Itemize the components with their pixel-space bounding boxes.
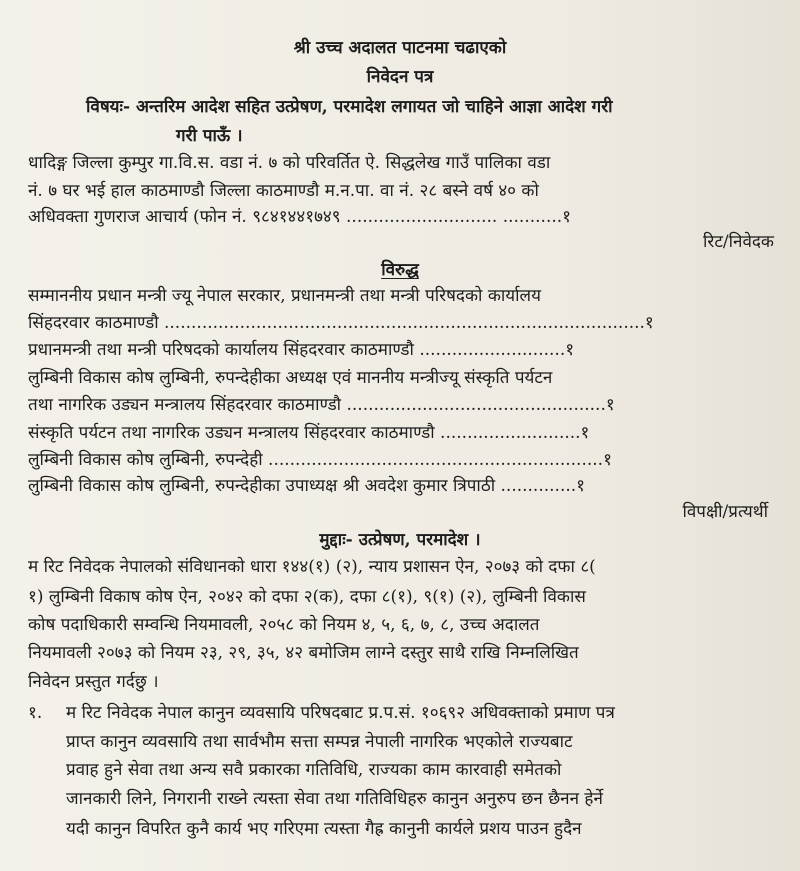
petitioner-role: रिट/निवेदक — [702, 232, 774, 252]
respondent-line: तथा नागरिक उड्यन मन्त्रालय सिंहदरवार काठमाण्डौ ................................................१ — [28, 395, 615, 415]
point-line: प्रवाह हुने सेवा तथा अन्य सवै प्रकारका गतिविधि, राज्यका काम कारवाही समेतको — [66, 760, 562, 780]
respondent-line: सिंहदरवार काठमाण्डौ .........................................................................................१ — [28, 313, 654, 333]
subject-line-1: विषयः- अन्तरिम आदेश सहित उत्प्रेषण, परमादेश लगायत जो चाहिने आज्ञा आदेश गरी — [86, 97, 613, 117]
respondent-line: लुम्बिनी विकास कोष लुम्बिनी, रुपन्देहीका उपाध्यक्ष श्री अवदेश कुमार त्रिपाठी ..............१ — [28, 476, 586, 496]
case-title: मुद्दाः- उत्प्रेषण, परमादेश । — [319, 530, 481, 550]
petitioner-line-2: नं. ७ घर भई हाल काठमाण्डौ जिल्ला काठमाण्डौ म.न.पा. वा नं. २८ बस्ने वर्ष ४० को — [28, 181, 539, 201]
intro-line: १) लुम्बिनी विकाष कोष ऐन, २०४२ को दफा २(क), दफा ८(१), ९(१) (२), लुम्बिनी विकास — [28, 587, 586, 607]
point-number: १. — [28, 703, 43, 723]
intro-line: निवेदन प्रस्तुत गर्दछु । — [28, 672, 159, 692]
respondent-line: लुम्बिनी विकास कोष लुम्बिनी, रुपन्देही ..............................................................१ — [28, 450, 612, 470]
intro-line: कोष पदाधिकारी सम्वन्धि नियमावली, २०५८ को नियम ४, ५, ६, ७, ८, उच्च अदालत — [28, 615, 540, 635]
respondent-line: लुम्बिनी विकास कोष लुम्बिनी, रुपन्देहीका अध्यक्ष एवं माननीय मन्त्रीज्यू संस्कृति पर्यटन — [28, 368, 553, 388]
respondent-line: संस्कृति पर्यटन तथा नागरिक उड्यन मन्त्रालय सिंहदरवार काठमाण्डौ ..........................१ — [28, 423, 590, 443]
against-heading: विरुद्ध — [381, 260, 419, 280]
intro-line: म रिट निवेदक नेपालको संविधानको धारा १४४(१) (२), न्याय प्रशासन ऐन, २०७३ को दफा ८( — [28, 557, 596, 577]
document-title: निवेदन पत्र — [366, 67, 434, 87]
point-line: प्राप्त कानुन व्यवसायि तथा सार्वभौम सत्ता सम्पन्न नेपाली नागरिक भएकोले राज्यबाट — [66, 732, 573, 752]
point-line: यदी कानुन विपरित कुनै कार्य भए गरिएमा त्यस्ता गैह्र कानुनी कार्यले प्रशय पाउन हुदैन — [66, 819, 582, 839]
subject-line-2: गरी पाऊँ । — [176, 126, 243, 146]
court-heading: श्री उच्च अदालत पाटनमा चढाएको — [293, 38, 507, 58]
intro-line: नियमावली २०७३ को नियम २३, २९, ३५, ४२ बमोजिम लाग्ने दस्तुर साथै राखि निम्नलिखित — [28, 643, 579, 663]
petitioner-line-1: धादिङ्ग जिल्ला कुम्पुर गा.वि.स. वडा नं. ७ को परिवर्तित ऐ. सिद्धलेख गाउँ पालिका वडा — [28, 153, 551, 173]
point-line: जानकारी लिने, निगरानी राख्ने त्यस्ता सेवा तथा गतिविधिहरु कानुन अनुरुप छन छैनन हेर्ने — [66, 789, 603, 809]
petitioner-line-3: अधिवक्ता गुणराज आचार्य (फोन नं. ९८४१४४१७४९ ............................ ...........१ — [28, 207, 571, 227]
respondent-line: सम्माननीय प्रधान मन्त्री ज्यू नेपाल सरकार, प्रधानमन्त्री तथा मन्त्री परिषदको कार्यालय — [28, 286, 541, 306]
point-line: म रिट निवेदक नेपाल कानुन व्यवसायि परिषदबाट प्र.प.सं. १०६९२ अधिवक्ताको प्रमाण पत्र — [66, 703, 615, 723]
respondent-line: प्रधानमन्त्री तथा मन्त्री परिषदको कार्यालय सिंहदरवार काठमाण्डौ ...........................१ — [28, 340, 575, 360]
respondent-role: विपक्षी/प्रत्यर्थी — [682, 502, 768, 522]
